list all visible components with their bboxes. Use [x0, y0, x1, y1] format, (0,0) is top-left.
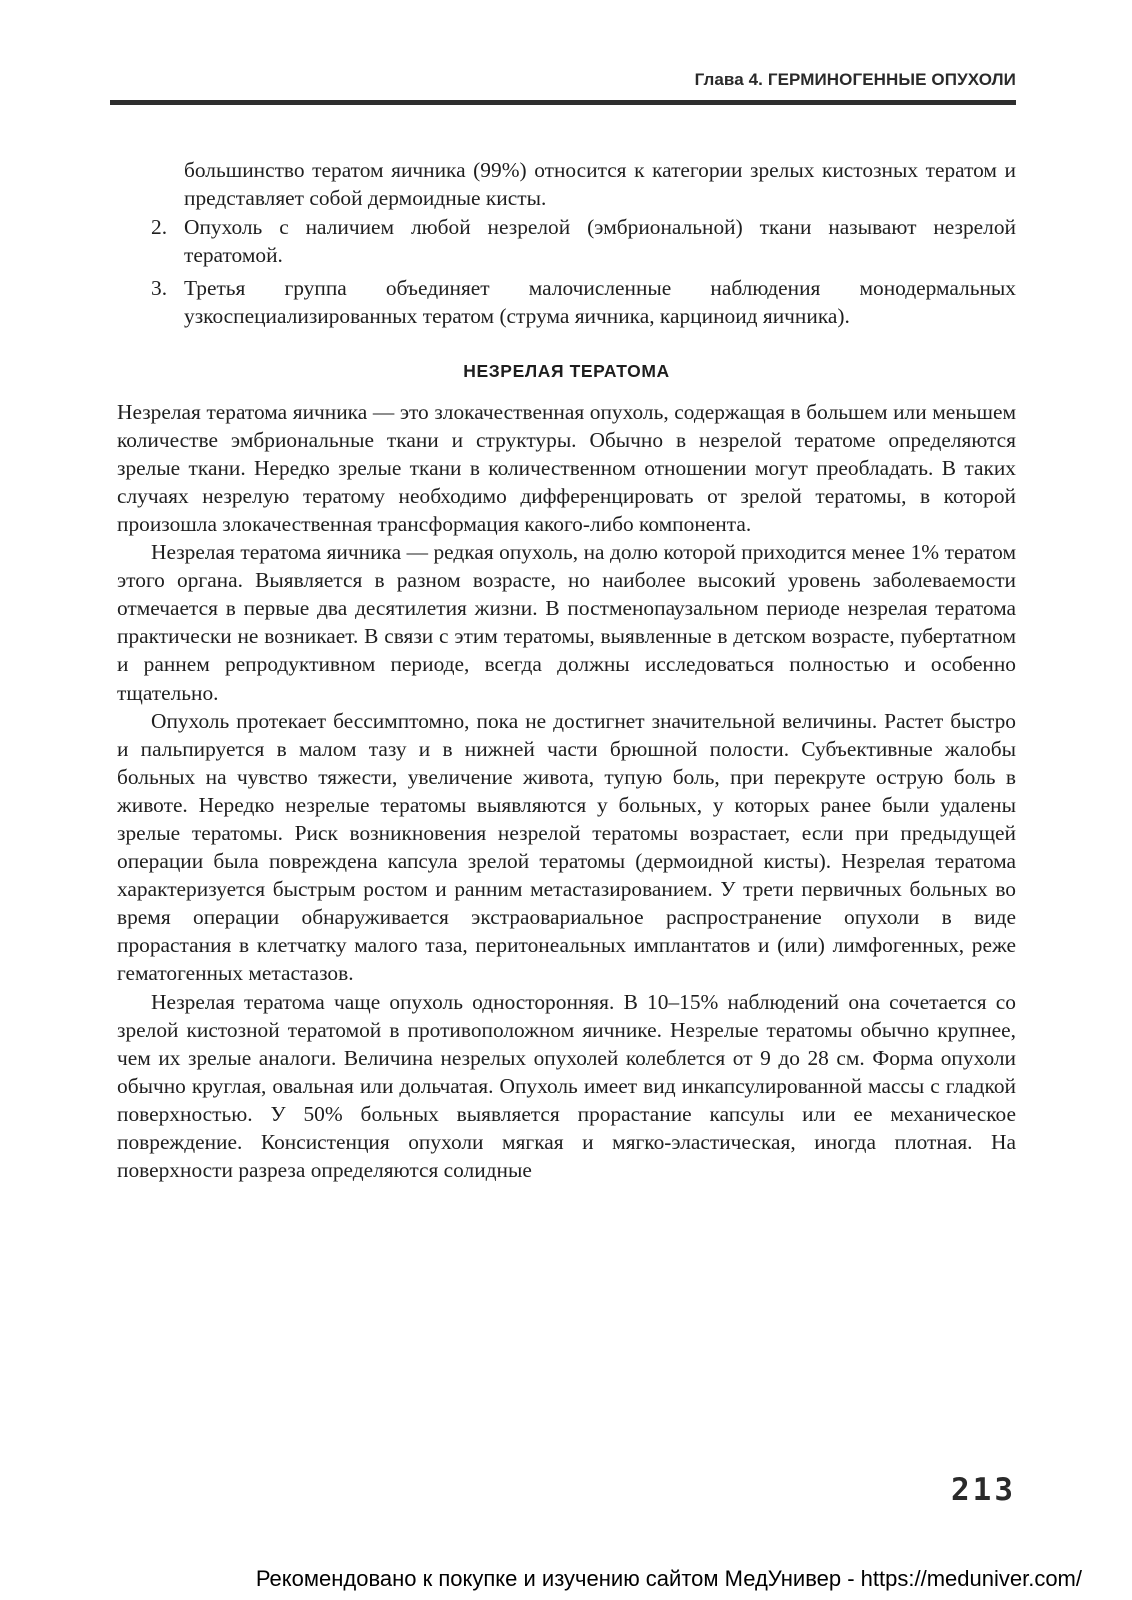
- footer-recommendation-note: Рекомендовано к покупке и изучению сайтом МедУнивер - https://meduniver.com/: [255, 1566, 1082, 1591]
- continued-paragraph: большинство тератом яичника (99%) относится к категории зрелых кистозных тератом и представляет собой дермоидные кисты.: [184, 158, 1016, 211]
- header-rule: [110, 100, 1016, 105]
- page-body: [117, 156, 1016, 1184]
- numbered-list: [117, 213, 1016, 330]
- list-item-number: 3.: [151, 276, 168, 301]
- body-paragraph: Опухоль протекает бессимптомно, пока не достигнет значительной величины. Растет быстро и пальпируется в малом тазу и в нижней части брюшной полости. Субъективные жалобы больных на чувство тяжести, увеличение живота, тупую боль, при перекруте острую боль в животе. Нередко незрелые тератомы выявляются у больных, у которых ранее были удалены зрелые тератомы. Риск возникновения незрелой тератомы возрастает, если при предыдущей операции была повреждена капсула зрелой тератомы (дермоидной кисты). Незрелая тератома характеризуется быстрым ростом и ранним метастазированием. У трети первичных больных во время операции обнаруживается экстраовариальное распространение опухоли в виде прорастания в клетчатку малого таза, перитонеальных имплантатов и (или) лимфогенных, реже гематогенных метастазов.: [117, 708, 1016, 986]
- body-paragraph: Незрелая тератома чаще опухоль односторонняя. В 10–15% наблюдений она сочетается со зрелой кистозной тератомой в противоположном яичнике. Незрелые тератомы обычно крупнее, чем их зрелые аналоги. Величина незрелых опухолей колеблется от 9 до 28 см. Форма опухоли обычно круглая, овальная или дольчатая. Опухоль имеет вид инкапсулированной массы с гладкой поверхностью. У 50% больных выявляется прорастание капсулы или ее механическое повреждение. Консистенция опухоли мягкая и мягко-эластическая, иногда плотная. На поверхности разреза определяются солидные: [117, 989, 1016, 1183]
- section-heading: НЕЗРЕЛАЯ ТЕРАТОМА: [463, 360, 670, 381]
- list-item: [117, 213, 1016, 269]
- body-paragraph: Незрелая тератома яичника — это злокачественная опухоль, содержащая в большем или меньшем количестве эмбриональные ткани и структуры. Обычно в незрелой тератоме определяются зрелые ткани. Нередко зрелые ткани в количественном отношении могут преобладать. В таких случаях незрелую тератому необходимо дифференцировать от зрелой тератомы, в которой произошла злокачественная трансформация какого-либо компонента.: [117, 399, 1016, 536]
- list-item: [117, 274, 1016, 330]
- list-item-text: Опухоль с наличием любой незрелой (эмбриональной) ткани называют незрелой тератомой.: [184, 215, 1016, 268]
- list-item-number: 2.: [151, 215, 168, 240]
- running-head-title: Глава 4. ГЕРМИНОГЕННЫЕ ОПУХОЛИ: [694, 70, 1016, 89]
- page-number: 213: [951, 1472, 1016, 1508]
- list-item-text: Третья группа объединяет малочисленные наблюдения монодермальных узкоспециализированных тератом (струма яичника, карциноид яичника).: [184, 276, 1016, 329]
- body-paragraph: Незрелая тератома яичника — редкая опухоль, на долю которой приходится менее 1% тератом этого органа. Выявляется в разном возрасте, но наиболее высокий уровень заболеваемости отмечается в первые два десятилетия жизни. В постменопаузальном периоде незрелая тератома практически не возникает. В связи с этим тератомы, выявленные в детском возрасте, пубертатном и раннем репродуктивном периоде, всегда должны исследоваться полностью и особенно тщательно.: [117, 540, 1016, 705]
